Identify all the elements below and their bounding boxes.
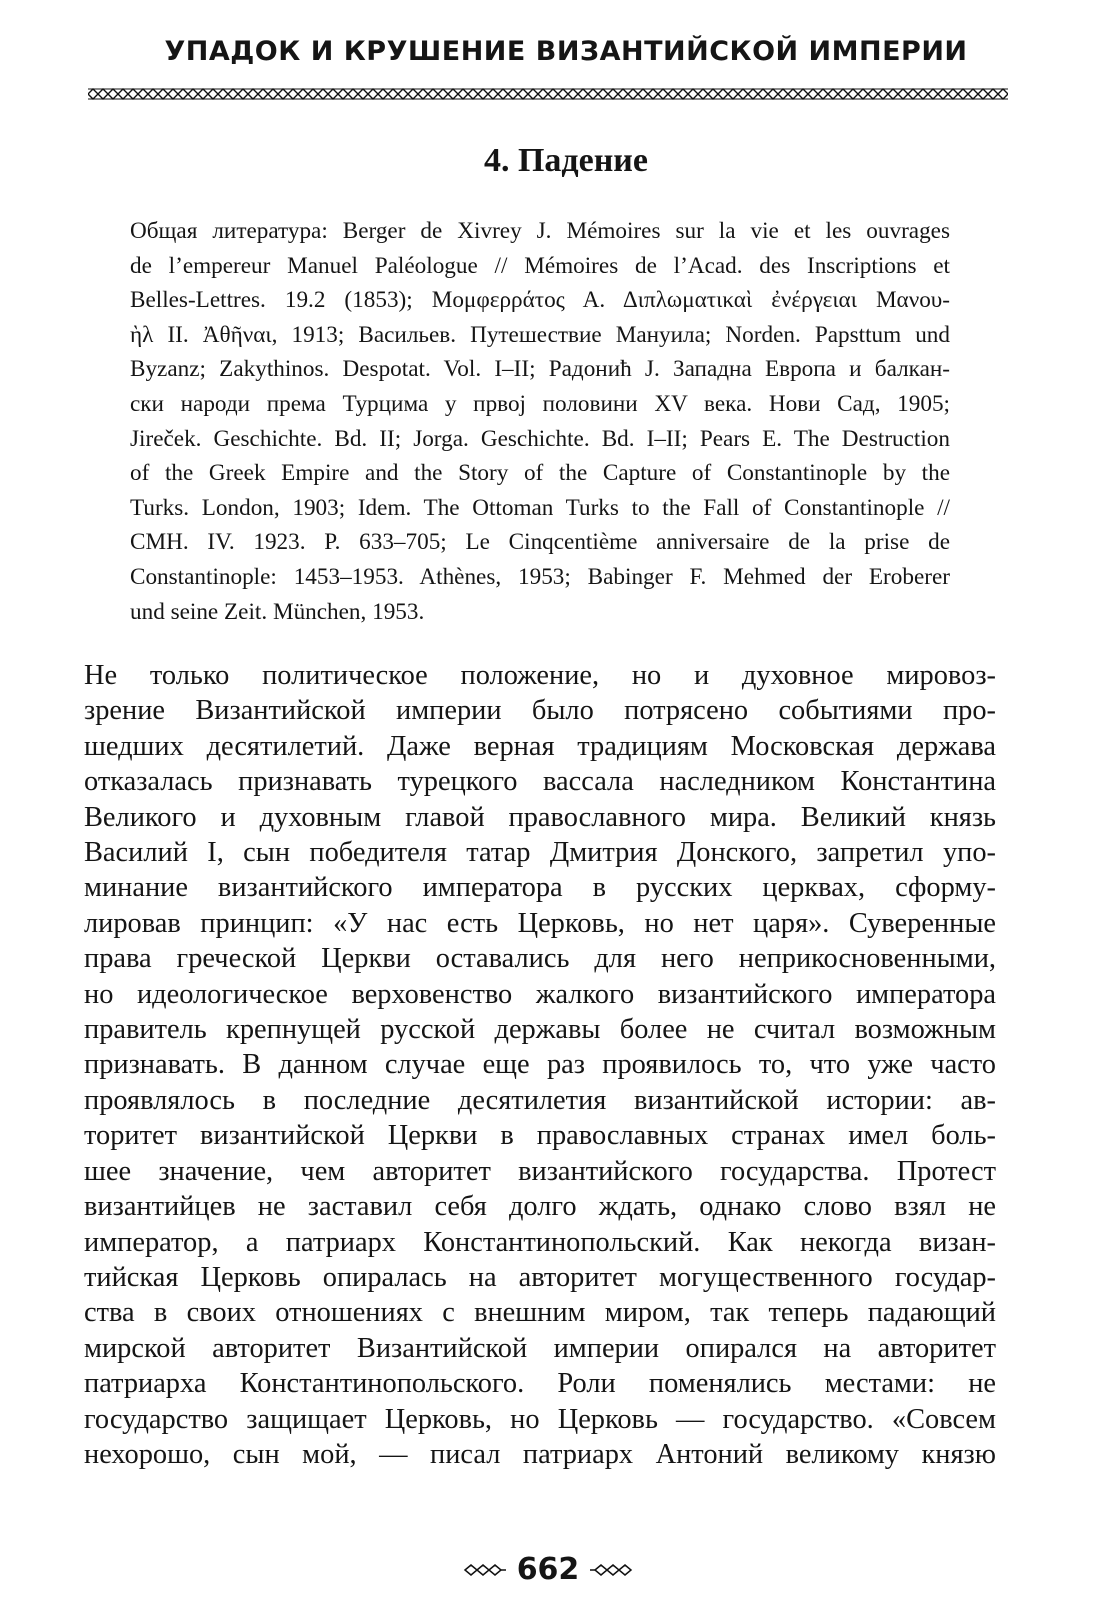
right-ornament-icon bbox=[589, 1563, 633, 1577]
bib-line: und seine Zeit. München, 1953. bbox=[130, 598, 425, 625]
body-line: государство защищает Церковь, но Церковь — государство. «Совсем bbox=[84, 1403, 996, 1435]
body-line: но идеологическое верховенство жалкого византийского императора bbox=[84, 978, 996, 1010]
body-line: признавать. В данном случае еще раз проявилось то, что уже часто bbox=[84, 1049, 996, 1081]
bib-line: ὴλ II. Ἀθῆναι, 1913; Васильев. Путешествие Мануила; Norden. Papsttum und bbox=[130, 321, 950, 348]
body-line: проявлялось в последние десятилетия византийской истории: ав- bbox=[84, 1084, 996, 1116]
body-line: права греческой Церкви оставались для него неприкосновенными, bbox=[84, 943, 996, 975]
body-line: тийская Церковь опиралась на авторитет могущественного государ- bbox=[84, 1261, 996, 1293]
bib-line: CMH. IV. 1923. P. 633–705; Le Cinqcentième anniversaire de la prise de bbox=[130, 529, 950, 556]
body-line: шее значение, чем авторитет византийского государства. Протест bbox=[84, 1155, 996, 1187]
page-number-block bbox=[448, 1550, 648, 1590]
bibliography bbox=[130, 214, 950, 629]
bib-line: Turks. London, 1903; Idem. The Ottoman Turks to the Fall of Constantinople // bbox=[130, 494, 950, 521]
bib-line: de l’empereur Manuel Paléologue // Mémoires de l’Acad. des Inscriptions et bbox=[130, 252, 950, 279]
bib-line: ски народи према Турцима у првој половини XV века. Нови Сад, 1905; bbox=[130, 390, 950, 417]
body-text bbox=[84, 658, 996, 1472]
chapter-title: 4. Падение bbox=[483, 142, 648, 179]
left-ornament-icon bbox=[463, 1563, 507, 1577]
body-line: Василий I, сын победителя татар Дмитрия Донского, запретил упо- bbox=[84, 837, 996, 869]
body-line: нехорошо, сын мой, — писал патриарх Антоний великому князю bbox=[84, 1438, 996, 1470]
ornament-band bbox=[88, 86, 1008, 102]
body-line: торитет византийской Церкви в православных странах имел боль- bbox=[84, 1120, 996, 1152]
body-line: минание византийского императора в русских церквах, сформу- bbox=[84, 872, 996, 904]
running-head: УПАДОК И КРУШЕНИЕ ВИЗАНТИЙСКОЙ ИМПЕРИИ bbox=[164, 36, 968, 67]
body-line: византийцев не заставил себя долго ждать, однако слово взял не bbox=[84, 1191, 996, 1223]
bib-line: of the Greek Empire and the Story of the Capture of Constantinople by the bbox=[130, 460, 950, 487]
bib-line: Jireček. Geschichte. Bd. II; Jorga. Geschichte. Bd. I–II; Pears E. The Destruction bbox=[130, 425, 950, 452]
body-line: Не только политическое положение, но и духовное мировоз- bbox=[84, 660, 996, 691]
body-line: император, а патриарх Константинопольский. Как некогда визан- bbox=[84, 1226, 996, 1258]
bib-line: Belles-Lettres. 19.2 (1853); Μομφερράτος Α. Διπλωματικαὶ ἐνέργειαι Μανου- bbox=[130, 287, 950, 314]
bib-line: Constantinople: 1453–1953. Athènes, 1953; Babinger F. Mehmed der Eroberer bbox=[130, 563, 950, 590]
body-line: зрение Византийской империи было потрясено событиями про- bbox=[84, 695, 996, 727]
body-line: отказалась признавать турецкого вассала наследником Константина bbox=[84, 766, 996, 798]
body-line: патриарха Константинопольского. Роли поменялись местами: не bbox=[84, 1368, 996, 1400]
body-line: Великого и духовным главой православного мира. Великий князь bbox=[84, 801, 996, 833]
page-number: 662 bbox=[516, 1552, 580, 1587]
bib-line: Byzanz; Zakythinos. Despotat. Vol. I–II; Радонић J. Западна Европа и балкан- bbox=[130, 356, 950, 383]
body-line: лировав принцип: «У нас есть Церковь, но нет царя». Суверенные bbox=[84, 907, 996, 939]
body-line: правитель крепнущей русской державы более не считал возможным bbox=[84, 1014, 996, 1046]
body-line: шедших десятилетий. Даже верная традициям Московская держава bbox=[84, 730, 996, 762]
bib-line: Общая литература: Berger de Xivrey J. Mémoires sur la vie et les ouvrages bbox=[130, 218, 950, 244]
body-line: мирской авторитет Византийской империи опирался на авторитет bbox=[84, 1332, 996, 1364]
body-line: ства в своих отношениях с внешним миром, так теперь падающий bbox=[84, 1297, 996, 1329]
